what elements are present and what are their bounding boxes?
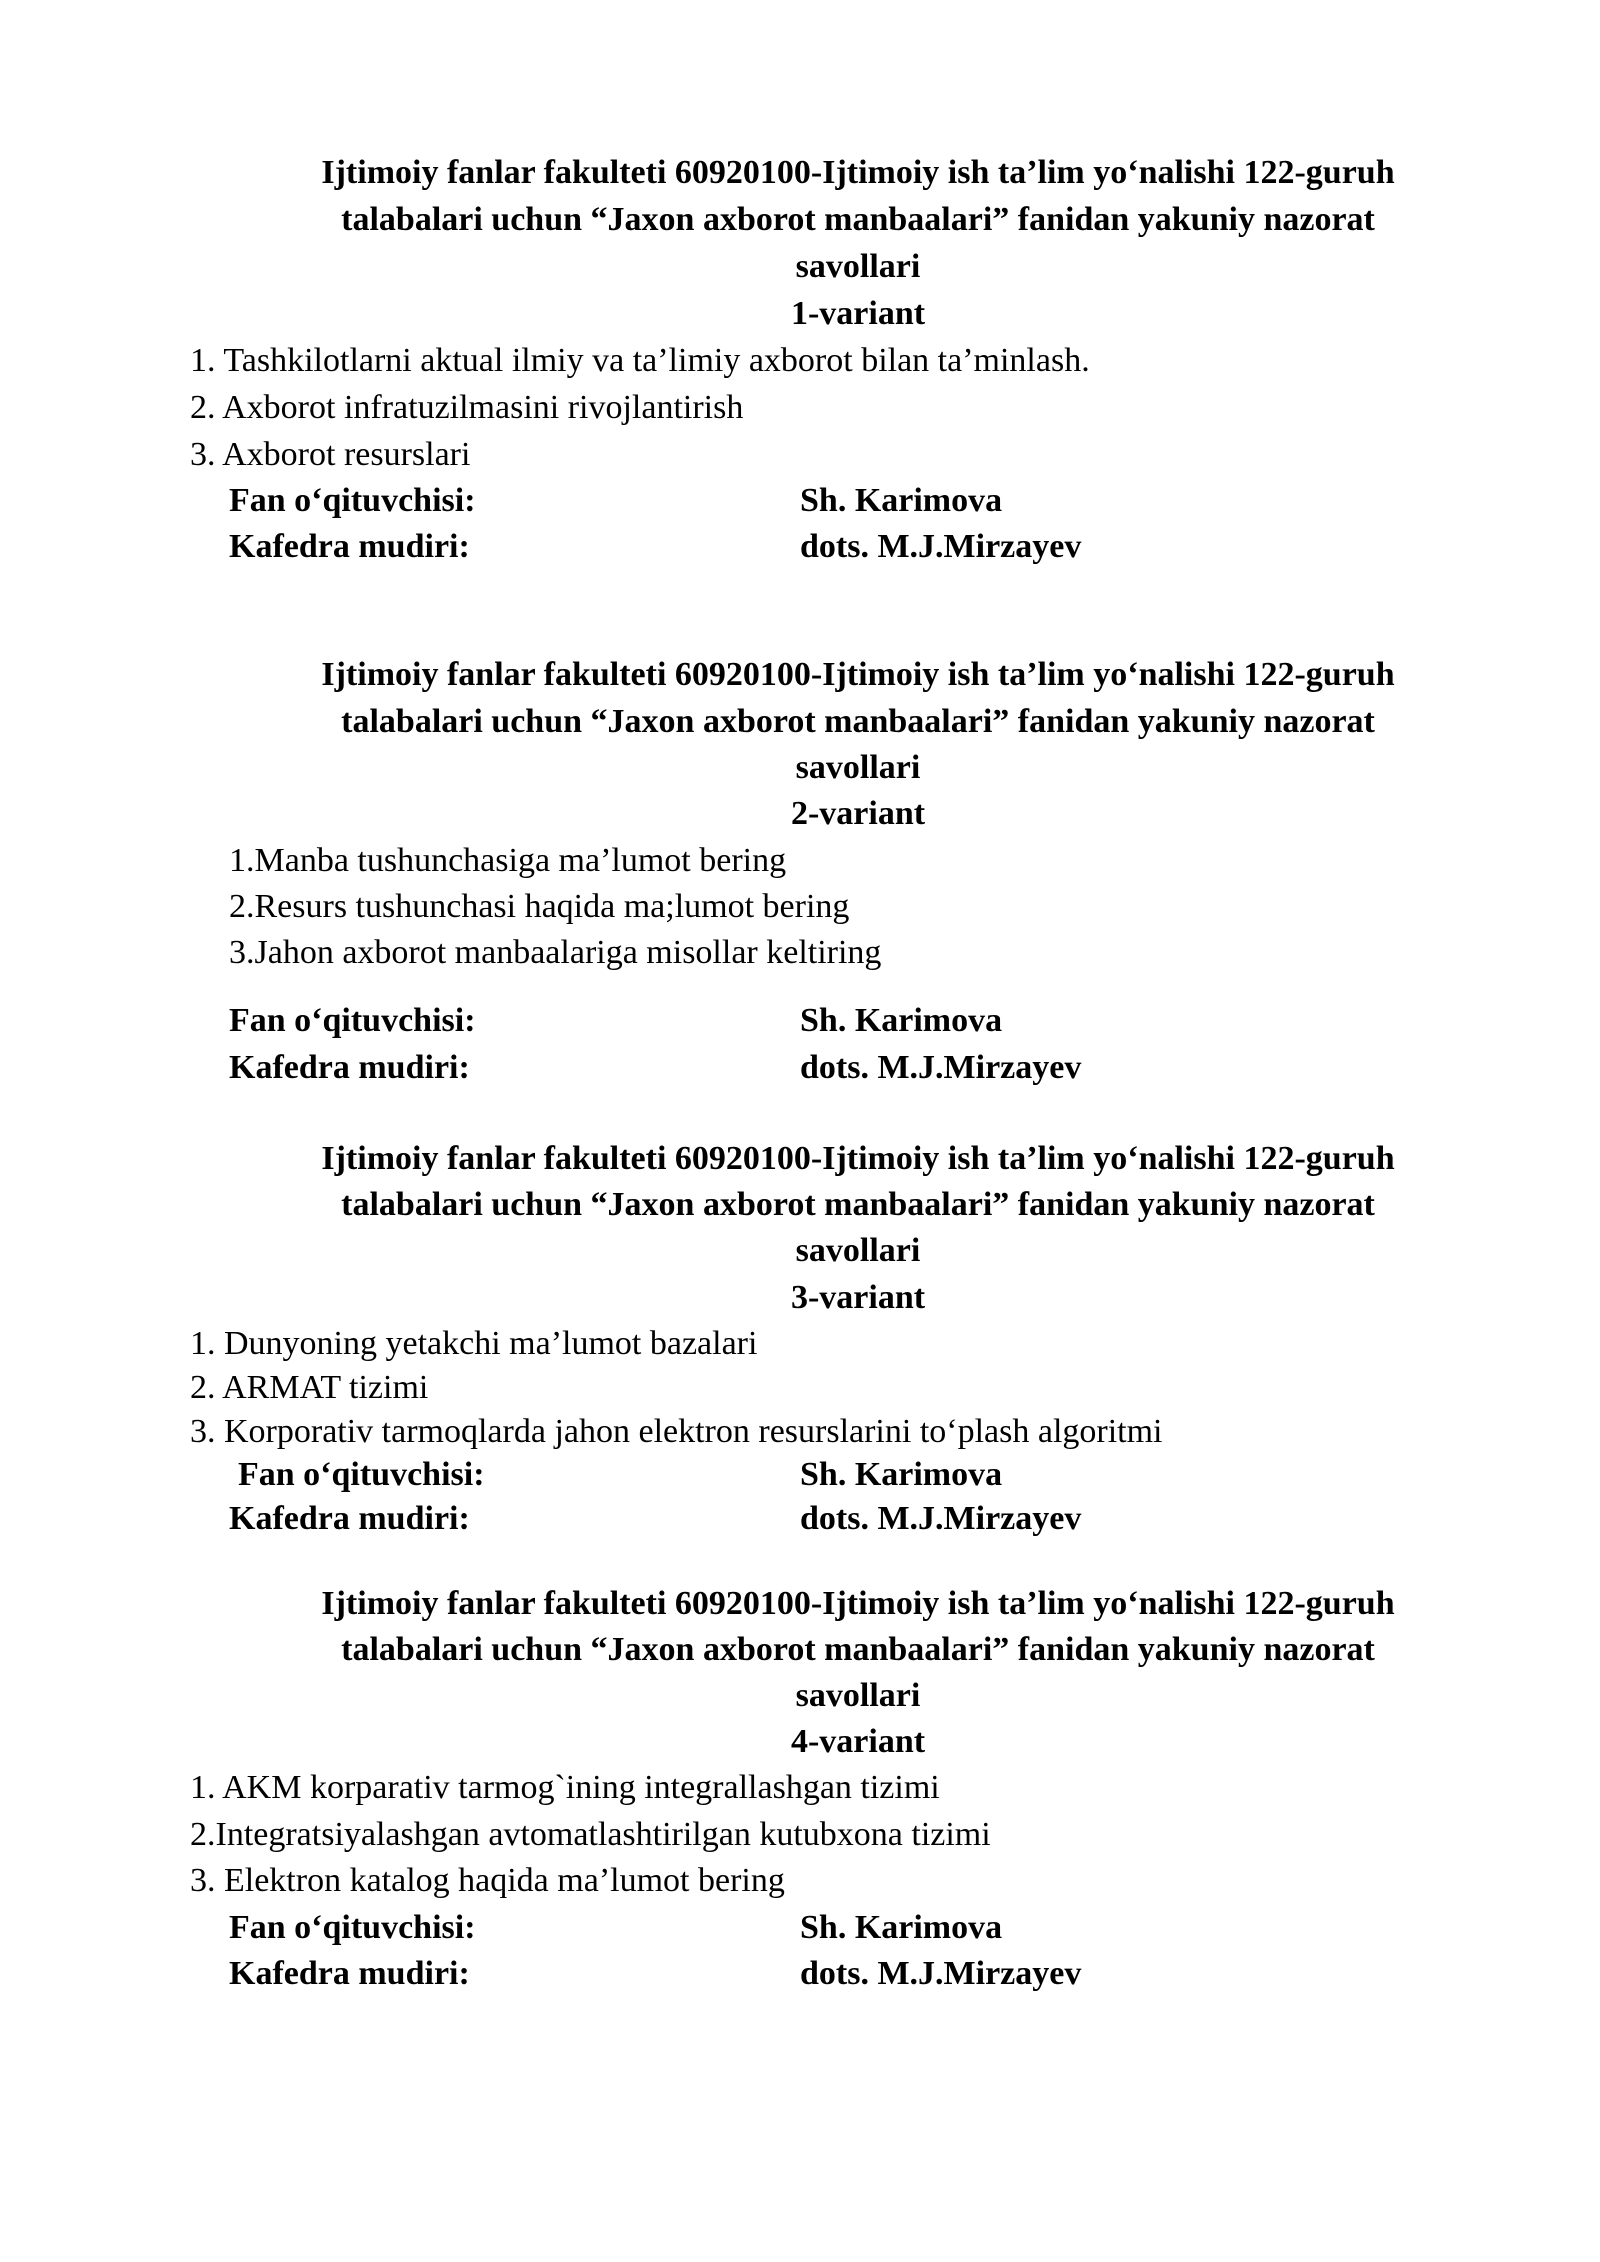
v1-header-line-3: savollari <box>795 248 921 285</box>
v1-teacher-label: Fan o‘qituvchisi: <box>229 482 476 519</box>
v2-header-line-3: savollari <box>795 749 921 786</box>
v4-header-line-3: savollari <box>795 1677 921 1714</box>
v2-header-line-2: talabalari uchun “Jaxon axborot manbaalari” fanidan yakuniy nazorat <box>341 703 1375 740</box>
v4-header-line-1: Ijtimoiy fanlar fakulteti 60920100-Ijtimoiy ish ta’lim yo‘nalishi 122-guruh <box>321 1585 1395 1622</box>
v3-header-line-3: savollari <box>795 1232 921 1269</box>
v2-question-3: 3.Jahon axborot manbaalariga misollar keltiring <box>229 934 882 971</box>
v4-header-line-2: talabalari uchun “Jaxon axborot manbaalari” fanidan yakuniy nazorat <box>341 1631 1375 1668</box>
v3-header-line-1: Ijtimoiy fanlar fakulteti 60920100-Ijtimoiy ish ta’lim yo‘nalishi 122-guruh <box>321 1140 1395 1177</box>
v4-question-1: 1. AKM korparativ tarmog`ining integrallashgan tizimi <box>190 1769 940 1806</box>
v1-header-line-2: talabalari uchun “Jaxon axborot manbaalari” fanidan yakuniy nazorat <box>341 201 1375 238</box>
v1-variant-title: 1-variant <box>790 295 926 332</box>
v3-teacher-label: Fan o‘qituvchisi: <box>238 1456 485 1493</box>
v3-variant-title: 3-variant <box>790 1279 926 1316</box>
v4-head-name: dots. M.J.Mirzayev <box>800 1955 1082 1992</box>
v4-question-3: 3. Elektron katalog haqida ma’lumot bering <box>190 1862 785 1899</box>
v1-question-1: 1. Tashkilotlarni aktual ilmiy va ta’limiy axborot bilan ta’minlash. <box>190 342 1090 379</box>
v4-variant-title: 4-variant <box>790 1723 926 1760</box>
v3-teacher-name: Sh. Karimova <box>800 1456 1003 1493</box>
v3-header-line-2: talabalari uchun “Jaxon axborot manbaalari” fanidan yakuniy nazorat <box>341 1186 1375 1223</box>
v1-teacher-name: Sh. Karimova <box>800 482 1003 519</box>
v2-header-line-1: Ijtimoiy fanlar fakulteti 60920100-Ijtimoiy ish ta’lim yo‘nalishi 122-guruh <box>321 656 1395 693</box>
v1-question-2: 2. Axborot infratuzilmasini rivojlantirish <box>190 389 744 426</box>
v4-teacher-label: Fan o‘qituvchisi: <box>229 1909 476 1946</box>
v3-head-name: dots. M.J.Mirzayev <box>800 1500 1082 1537</box>
v3-question-2: 2. ARMAT tizimi <box>190 1369 429 1406</box>
v1-head-name: dots. M.J.Mirzayev <box>800 528 1082 565</box>
v4-head-label: Kafedra mudiri: <box>229 1955 470 1992</box>
v3-head-label: Kafedra mudiri: <box>229 1500 470 1537</box>
v2-question-1: 1.Manba tushunchasiga ma’lumot bering <box>229 842 787 879</box>
v2-question-2: 2.Resurs tushunchasi haqida ma;lumot bering <box>229 888 850 925</box>
v1-question-3: 3. Axborot resurslari <box>190 436 471 473</box>
v2-head-label: Kafedra mudiri: <box>229 1049 470 1086</box>
v2-variant-title: 2-variant <box>790 795 926 832</box>
v4-teacher-name: Sh. Karimova <box>800 1909 1003 1946</box>
v2-head-name: dots. M.J.Mirzayev <box>800 1049 1082 1086</box>
v3-question-3: 3. Korporativ tarmoqlarda jahon elektron resurslarini to‘plash algoritmi <box>190 1413 1163 1450</box>
v4-question-2: 2.Integratsiyalashgan avtomatlashtirilgan kutubxona tizimi <box>190 1816 991 1853</box>
v2-teacher-name: Sh. Karimova <box>800 1002 1003 1039</box>
v1-header-line-1: Ijtimoiy fanlar fakulteti 60920100-Ijtimoiy ish ta’lim yo‘nalishi 122-guruh <box>321 154 1395 191</box>
v3-question-1: 1. Dunyoning yetakchi ma’lumot bazalari <box>190 1325 758 1362</box>
v1-head-label: Kafedra mudiri: <box>229 528 470 565</box>
v2-teacher-label: Fan o‘qituvchisi: <box>229 1002 476 1039</box>
